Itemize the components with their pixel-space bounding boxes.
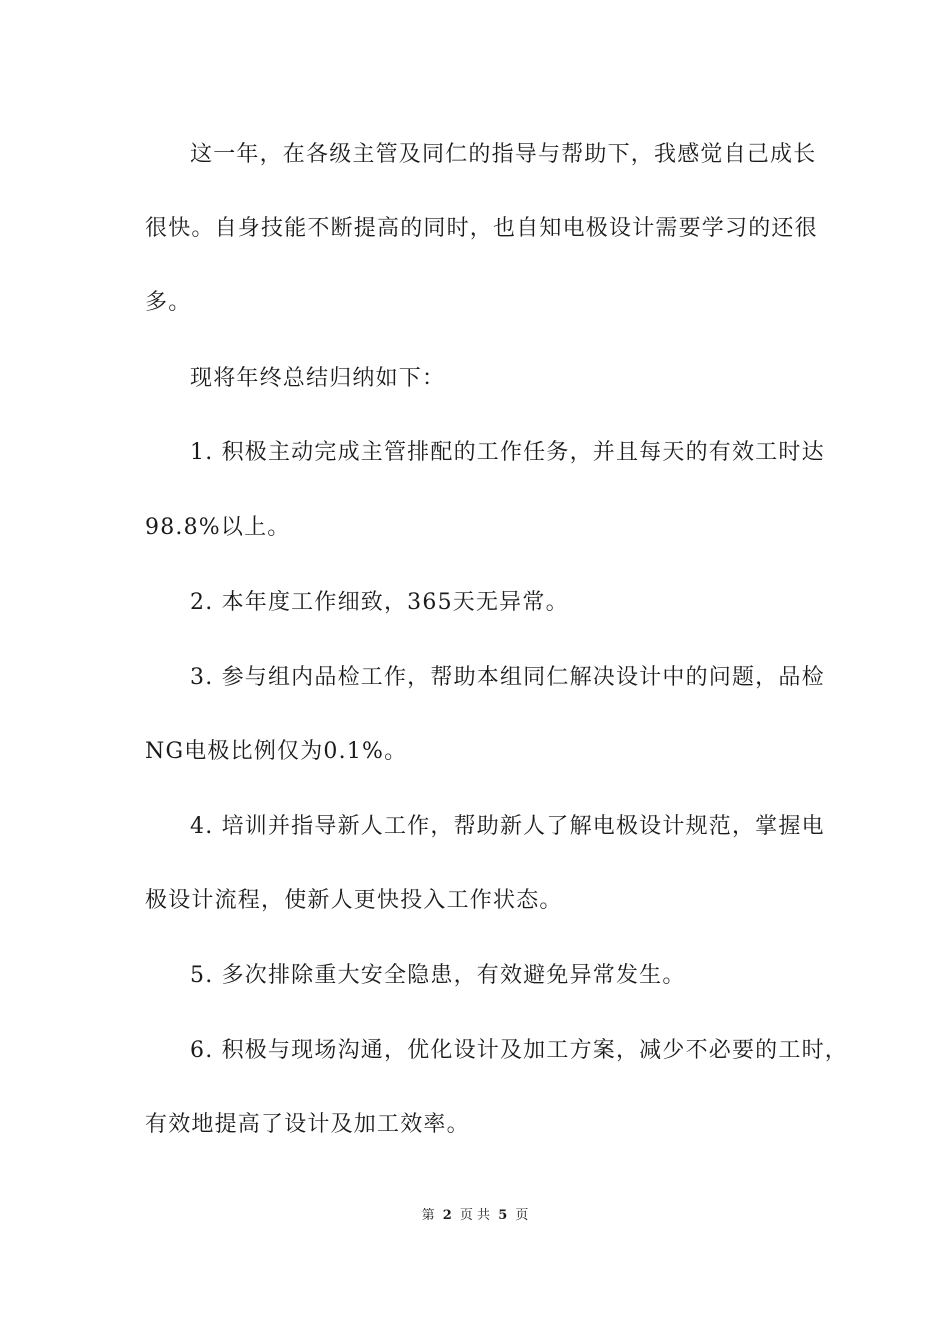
footer-prefix: 第 (421, 1208, 435, 1223)
page-number-footer (0, 1207, 950, 1225)
total-pages-number: 5 (498, 1208, 508, 1223)
summary-heading: 现将年终总结归纳如下： (190, 366, 446, 391)
list-item-2: 2. 本年度工作细致，365天无异常。 (190, 590, 569, 615)
list-item-6-line-1: 6. 积极与现场沟通，优化设计及加工方案，减少不必要的工时， (190, 1038, 848, 1063)
paragraph-intro-line-1: 这一年，在各级主管及同仁的指导与帮助下，我感觉自己成长 (190, 142, 817, 167)
footer-suffix: 页 (515, 1208, 529, 1223)
list-item-5: 5. 多次排除重大安全隐患，有效避免异常发生。 (190, 963, 686, 988)
list-item-1-line-1: 1. 积极主动完成主管排配的工作任务，并且每天的有效工时达 (190, 440, 825, 465)
list-item-1-line-2: 98.8%以上。 (145, 515, 291, 540)
footer-middle: 页 共 (459, 1208, 491, 1223)
paragraph-intro-line-3: 多。 (145, 290, 192, 315)
list-item-3-line-2: NG电极比例仅为0.1%。 (145, 739, 408, 764)
list-item-6-line-2: 有效地提高了设计及加工效率。 (145, 1112, 470, 1137)
list-item-3-line-1: 3. 参与组内品检工作，帮助本组同仁解决设计中的问题，品检 (190, 665, 825, 690)
paragraph-intro-line-2: 很快。自身技能不断提高的同时，也自知电极设计需要学习的还很 (145, 216, 818, 241)
list-item-4-line-2: 极设计流程，使新人更快投入工作状态。 (145, 888, 563, 913)
current-page-number: 2 (442, 1208, 452, 1223)
list-item-4-line-1: 4. 培训并指导新人工作，帮助新人了解电极设计规范，掌握电 (190, 814, 825, 839)
